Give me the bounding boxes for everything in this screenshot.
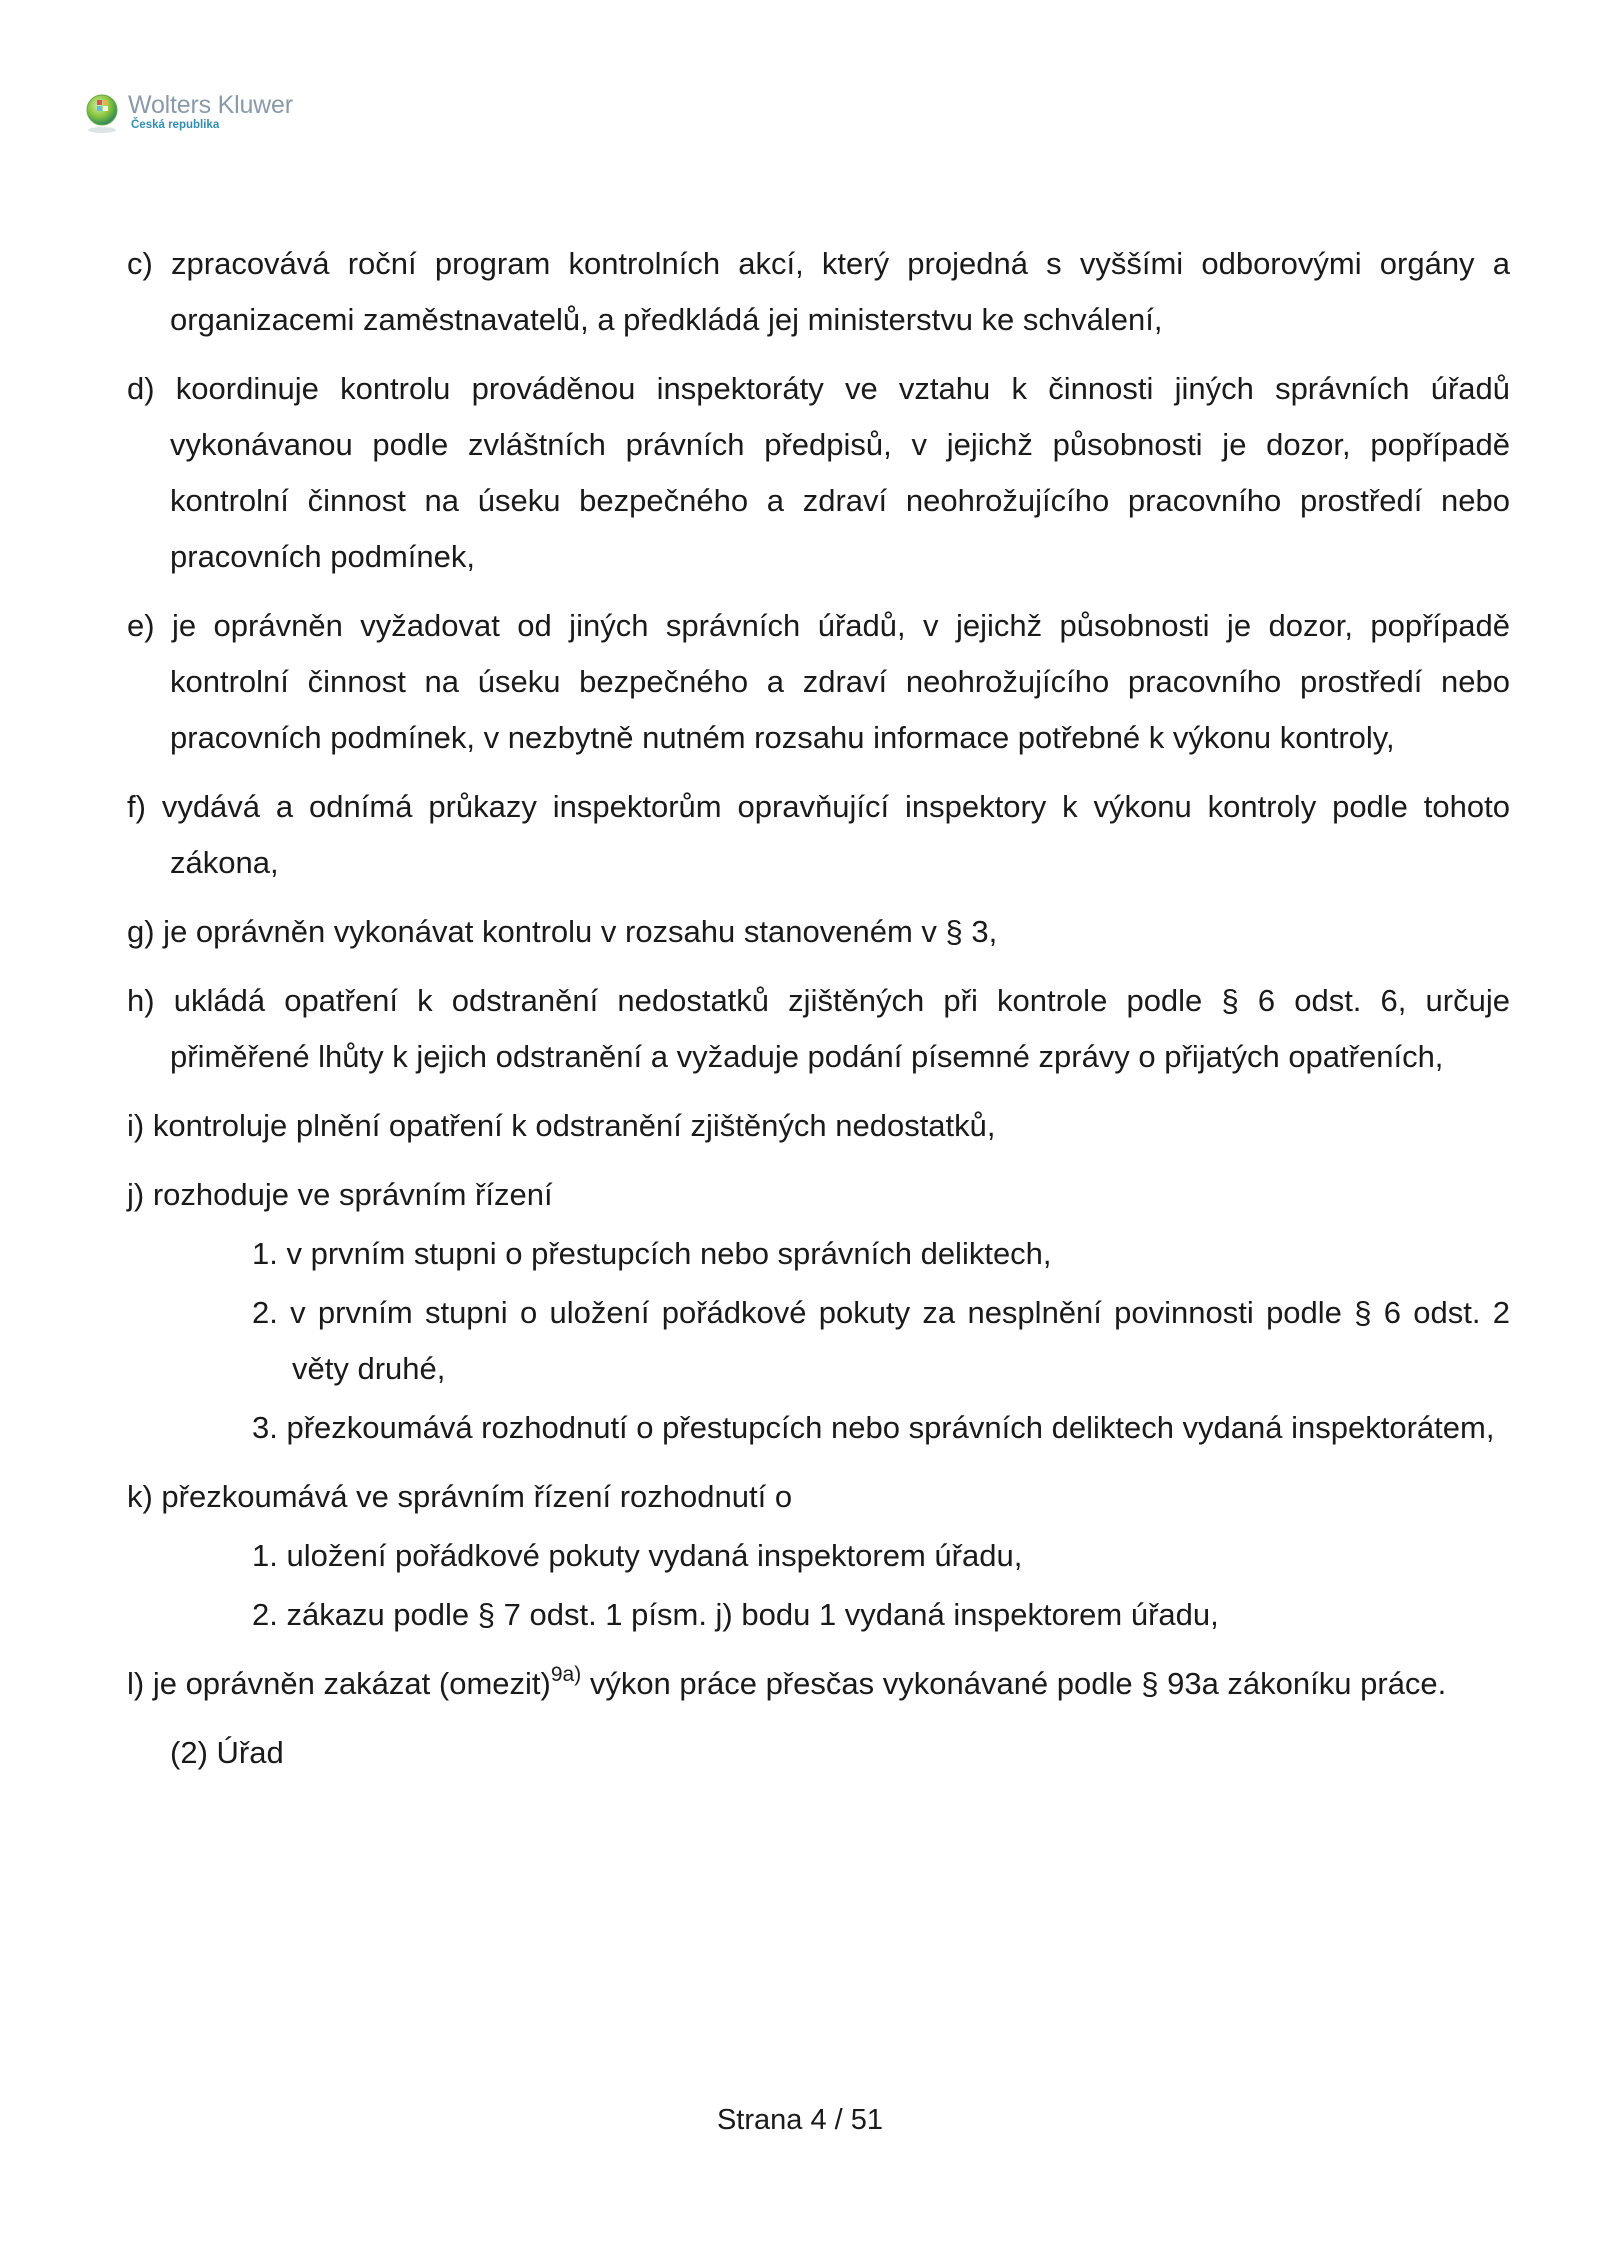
document-body — [127, 236, 1510, 1781]
list-item-f: f) vydává a odnímá průkazy inspektorům opravňující inspektory k výkonu kontroly podle tohoto zákona, — [127, 789, 1510, 880]
list-item-i: i) kontroluje plnění opatření k odstranění zjištěných nedostatků, — [127, 1108, 996, 1143]
brand-name: Wolters Kluwer — [128, 91, 293, 119]
list-item-d: d) koordinuje kontrolu prováděnou inspektoráty ve vztahu k činnosti jiných správních úřadů vykonávanou podle zvláštních právních předpisů, v jejichž působnosti je dozor, popřípadě kontrolní činnost na úseku bezpečného a zdraví neohrožujícího pracovního prostředí nebo pracovních podmínek, — [127, 371, 1510, 574]
list-item-k: k) přezkoumává ve správním řízení rozhodnutí o — [127, 1479, 793, 1514]
list-subitem-j-1: 1. v prvním stupni o přestupcích nebo správních deliktech, — [252, 1236, 1052, 1271]
footnote-ref: 9a) — [550, 1663, 582, 1686]
list-subitem-k-2: 2. zákazu podle § 7 odst. 1 písm. j) bodu 1 vydaná inspektorem úřadu, — [252, 1597, 1219, 1632]
list-subitem-j-3: 3. přezkoumává rozhodnutí o přestupcích nebo správních deliktech vydaná inspektorátem, — [252, 1410, 1495, 1445]
list-item-e: e) je oprávněn vyžadovat od jiných správních úřadů, v jejichž působnosti je dozor, popřípadě kontrolní činnost na úseku bezpečného a zdraví neohrožujícího pracovního prostředí nebo pracovních podmínek, v nezbytně nutném rozsahu informace potřebné k výkonu kontroly, — [127, 608, 1510, 755]
page-footer — [0, 2104, 1600, 2137]
globe-logo-icon — [84, 92, 122, 136]
list-subitem-j-2: 2. v prvním stupni o uložení pořádkové pokuty za nesplnění povinnosti podle § 6 odst. 2 věty druhé, — [252, 1295, 1510, 1386]
brand-subtitle: Česká republika — [131, 119, 220, 131]
wolters-kluwer-logo — [84, 92, 293, 142]
list-item-l-text-rest: výkon práce přesčas vykonávané podle § 93a zákoníku práce. — [581, 1666, 1447, 1701]
list-item-j: j) rozhoduje ve správním řízení — [127, 1177, 553, 1212]
list-item-g: g) je oprávněn vykonávat kontrolu v rozsahu stanoveném v § 3, — [127, 914, 998, 949]
paragraph-2-heading: (2) Úřad — [170, 1735, 284, 1770]
list-item-l — [127, 1656, 1510, 1712]
list-item-c: c) zpracovává roční program kontrolních akcí, který projedná s vyššími odborovými orgány a organizacemi zaměstnavatelů, a předkládá jej ministerstvu ke schválení, — [127, 246, 1510, 337]
list-item-h: h) ukládá opatření k odstranění nedostatků zjištěných při kontrole podle § 6 odst. 6, určuje přiměřené lhůty k jejich odstranění a vyžaduje podání písemné zprávy o přijatých opatřeních, — [127, 983, 1510, 1074]
page-number: Strana 4 / 51 — [716, 2104, 884, 2136]
list-subitem-k-1: 1. uložení pořádkové pokuty vydaná inspektorem úřadu, — [252, 1538, 1023, 1573]
list-item-l-text: l) je oprávněn zakázat (omezit) — [127, 1666, 551, 1701]
